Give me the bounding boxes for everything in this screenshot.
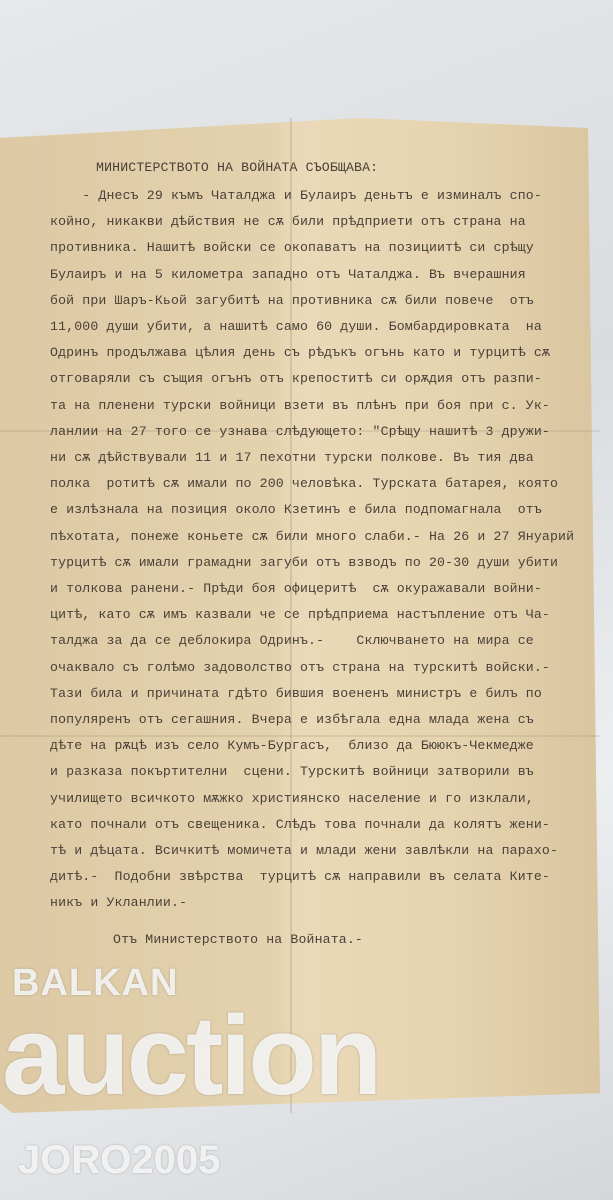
document-line: очаквало съ голѣмо задоволство отъ страна на турскитѣ войски.-: [50, 659, 550, 675]
document-line: отговаряли съ същия огънъ отъ крепоститѣ си орѫдия отъ разпи-: [50, 371, 542, 387]
document-line: койно, никакви дѣйствия не сѫ били прѣдприети отъ страна на: [50, 214, 526, 230]
paper-fold-horizontal: [0, 735, 600, 737]
document-line: Тази била и причината гдѣто бившия воененъ министръ е билъ по: [50, 685, 542, 701]
document-line: ланлии на 27 того се узнава слѣдующето: "Срѣщу нашитѣ 3 дружи-: [50, 423, 550, 439]
document-line: е излѣзнала на позиция около Кзетинъ е била подпомагнала отъ: [50, 502, 542, 518]
document-line: 11,000 души убити, а нашитѣ само 60 души. Бомбардировката на: [50, 319, 542, 334]
watermark-auction: auction: [2, 993, 380, 1118]
document-line: никъ и Укланлии.-: [50, 895, 188, 911]
document-line: дѣте на рѫцѣ изъ село Кумъ-Бургасъ, близо да Бююкъ-Чекмедже: [50, 738, 534, 754]
document-line: - Днесъ 29 къмъ Чаталджа и Булаиръ деньтъ е изминалъ спо-: [50, 188, 542, 203]
document-line: та на пленени турски войници взети въ плѣнъ при боя при с. Ук-: [50, 397, 550, 413]
document-line: тѣ и дѣцата. Всичкитѣ момичета и млади жени завлѣкли на парахо-: [50, 843, 559, 858]
document-title: МИНИСТЕРСТВОТО НА ВОЙНАТА СЪОБЩАВА:: [96, 160, 379, 175]
document-line: талджа за да се деблокира Одринъ.- Сключването на мира се: [50, 633, 534, 649]
document-line: дитѣ.- Подобни звѣрства турцитѣ сѫ направили въ селата Ките-: [50, 869, 550, 885]
document-line: и разказа покъртителни сцени. Турскитѣ войници затворили въ: [50, 764, 534, 780]
document-line: и толкова ранени.- Прѣди боя офицеритѣ сѫ окуражавали войни-: [50, 581, 542, 596]
document-line: пѣхотата, понеже коньете сѫ били много слаби.- На 26 и 27 Януарий: [50, 528, 575, 544]
document-line: популяренъ отъ сегашния. Вчера е избѣгала една млада жена съ: [50, 712, 534, 727]
watermark-balkan: BALKAN: [12, 962, 179, 1004]
document-line: училището всичкото мѫжко християнско население и го изклали,: [50, 790, 534, 806]
document-line: ни сѫ дѣйствували 11 и 17 пехотни турски полкове. Въ тия два: [50, 450, 534, 465]
document-line: бой при Шаръ-Кьой загубитѣ на противника сѫ били повече отъ: [50, 292, 534, 308]
document-line: турцитѣ сѫ имали грамадни загуби отъ взводъ по 20-30 души убити: [50, 554, 559, 570]
document-line: цитѣ, като сѫ имъ казвали че се прѣдприема настъпление отъ Ча-: [50, 607, 550, 623]
document-signature: Отъ Министерството на Войната.-: [113, 932, 363, 947]
document-line: като почнали отъ свещеника. Слѣдъ това почнали да колятъ жени-: [50, 816, 550, 832]
document-line: противника. Нашитѣ войски се окопаватъ на позициитѣ си срѣщу: [50, 240, 534, 256]
document-line: полка ротитѣ сѫ имали по 200 человѣка. Турската батарея, която: [50, 476, 559, 492]
document-line: Одринъ продължава цѣлия день съ рѣдъкъ огънь като и турцитѣ сѫ: [50, 345, 550, 361]
watermark-joro2005: JORO2005: [18, 1138, 221, 1182]
document-line: Булаиръ и на 5 километра западно отъ Чаталджа. Въ вчерашния: [50, 266, 526, 282]
